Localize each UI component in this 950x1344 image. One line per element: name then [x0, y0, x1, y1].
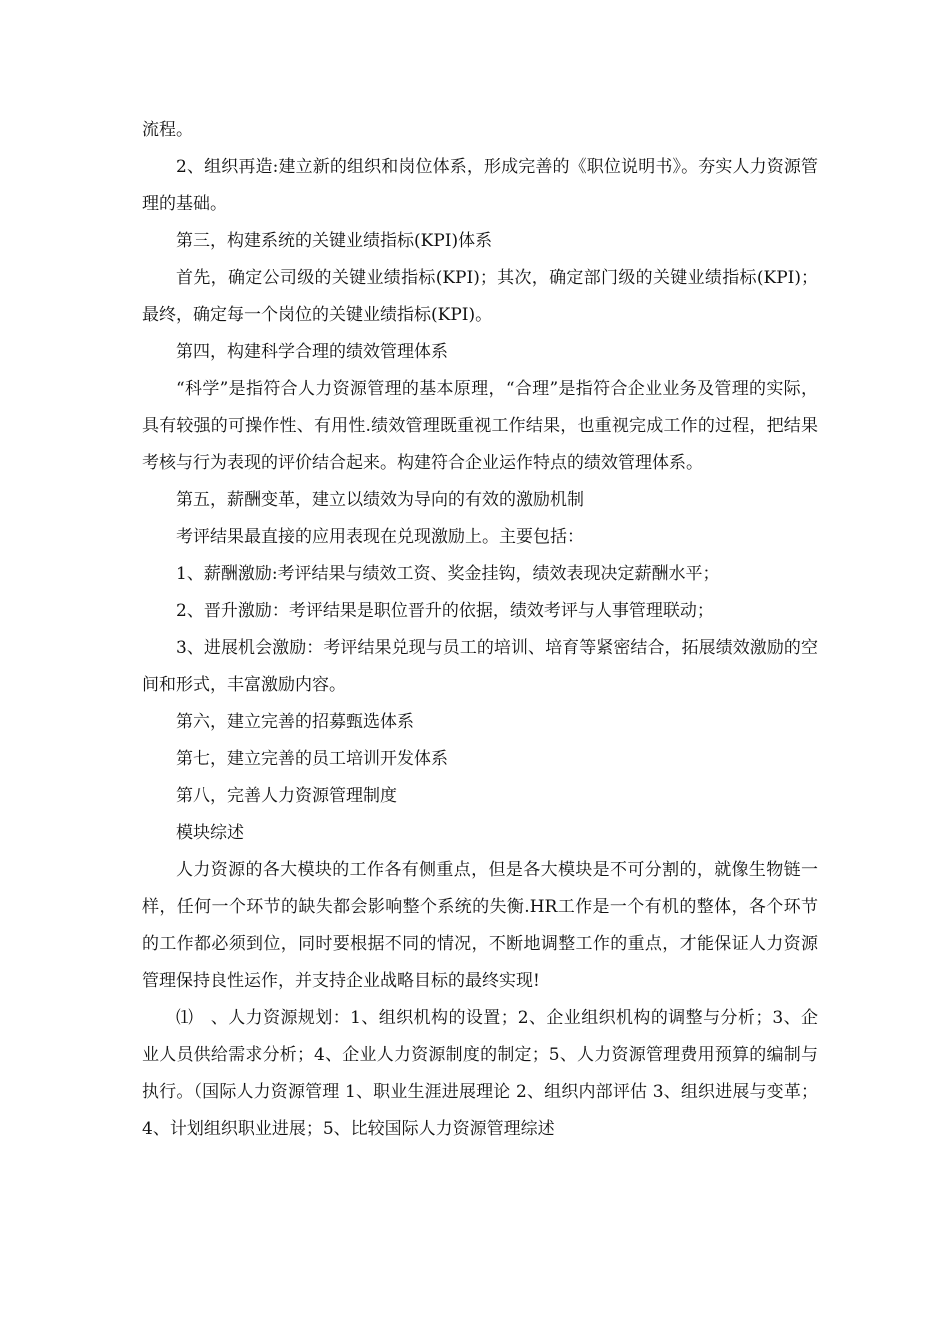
paragraph: 第八，完善人力资源管理制度	[176, 786, 397, 806]
paragraph: 2、组织再造:建立新的组织和岗位体系，形成完善的《职位说明书》。夯实人力资源管理的基础。	[142, 157, 818, 214]
paragraph: 1、薪酬激励:考评结果与绩效工资、奖金挂钩，绩效表现决定薪酬水平；	[176, 564, 720, 584]
paragraph: “科学”是指符合人力资源管理的基本原理，“合理”是指符合企业业务及管理的实际，具有较强的可操作性、有用性.绩效管理既重视工作结果，也重视完成工作的过程，把结果考核与行为表现的评价结合起来。构建符合企业运作特点的绩效管理体系。	[142, 379, 818, 473]
paragraph: 考评结果最直接的应用表现在兑现激励上。主要包括：	[176, 527, 584, 547]
paragraph: 第六，建立完善的招募甄选体系	[176, 712, 414, 732]
paragraph: 第七，建立完善的员工培训开发体系	[176, 749, 448, 769]
paragraph: 3、进展机会激励：考评结果兑现与员工的培训、培育等紧密结合，拓展绩效激励的空间和形式，丰富激励内容。	[142, 638, 818, 695]
paragraph: 人力资源的各大模块的工作各有侧重点，但是各大模块是不可分割的，就像生物链一样，任何一个环节的缺失都会影响整个系统的失衡.HR工作是一个有机的整体，各个环节的工作都必须到位，同时要根据不同的情况，不断地调整工作的重点，才能保证人力资源管理保持良性运作，并支持企业战略目标的最终实现!	[142, 860, 818, 991]
paragraph: ⑴ 、人力资源规划：1、组织机构的设置；2、企业组织机构的调整与分析；3、企业人员供给需求分析；4、企业人力资源制度的制定；5、人力资源管理费用预算的编制与执行。（国际人力资源管理 1、职业生涯进展理论 2、组织内部评估 3、组织进展与变革；4、计划组织职业进展；5、比较国际人力资源管理综述	[142, 1008, 818, 1139]
paragraph: 首先，确定公司级的关键业绩指标(KPI)；其次，确定部门级的关键业绩指标(KPI)；最终，确定每一个岗位的关键业绩指标(KPI)。	[142, 268, 818, 325]
paragraph: 2、晋升激励：考评结果是职位晋升的依据，绩效考评与人事管理联动；	[176, 601, 714, 621]
paragraph: 模块综述	[176, 823, 244, 843]
document-body	[142, 112, 818, 1148]
paragraph: 流程。	[142, 120, 193, 140]
paragraph: 第五，薪酬变革，建立以绩效为导向的有效的激励机制	[176, 490, 584, 510]
paragraph: 第三，构建系统的关键业绩指标(KPI)体系	[176, 231, 493, 251]
paragraph: 第四，构建科学合理的绩效管理体系	[176, 342, 448, 362]
